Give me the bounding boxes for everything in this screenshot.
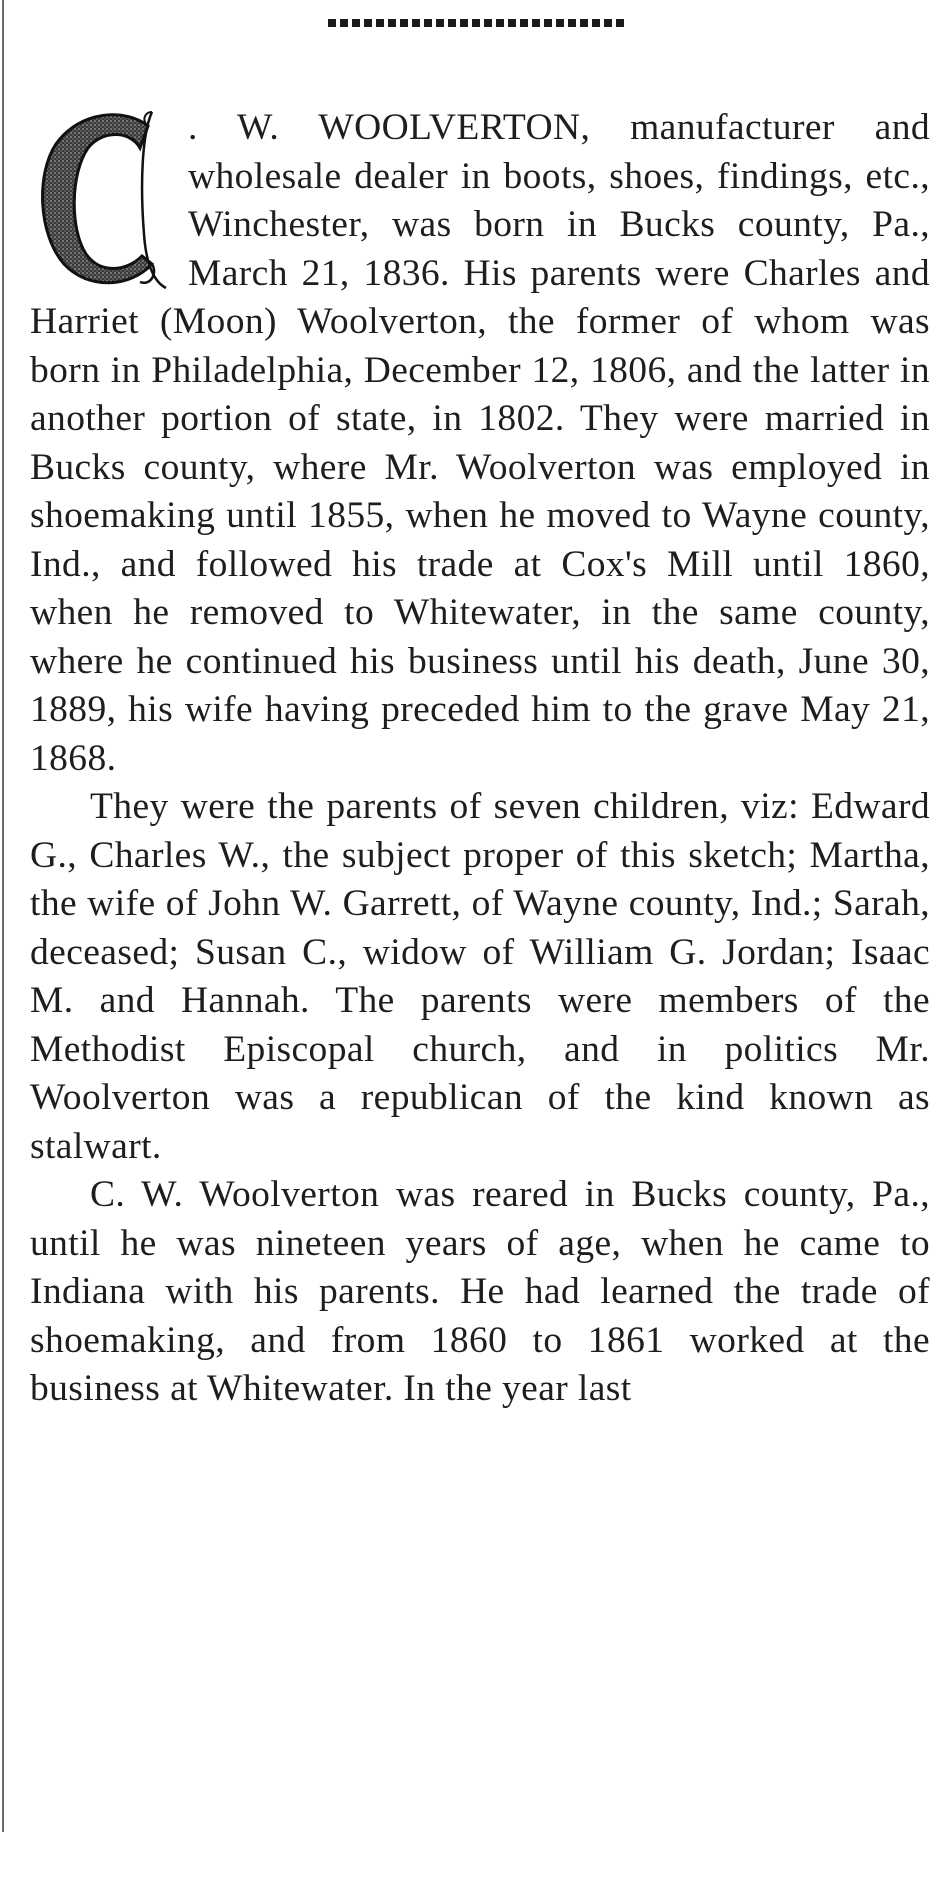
- page-edge-rule: [2, 0, 4, 1832]
- article-body: [30, 104, 930, 1414]
- paragraph-children: They were the parents of seven children, viz: Edward G., Charles W., the subject proper of this sketch; Martha, the wife of John W. Garrett, of Wayne county, Ind.; Sarah, deceased; Susan C., widow of William G. Jordan; Isaac M. and Hannah. The parents were members of the Methodist Episcopal church, and in politics Mr. Woolverton was a republican of the kind known as stalwart.: [30, 786, 930, 1167]
- lead-paragraph-text: . W. WOOLVERTON, manufacturer and wholesale dealer in boots, shoes, findings, etc., Winchester, was born in Bucks county, Pa., March 21, 1836. His parents were Charles and Harriet (Moon) Woolverton, the former of whom was born in Philadelphia, December 12, 1806, and the latter in another portion of state, in 1802. They were married in Bucks county, where Mr. Woolverton was employed in shoemaking until 1855, when he moved to Wayne county, Ind., and followed his trade at Cox's Mill until 1860, when he removed to Whitewater, in the same county, where he continued his business until his death, June 30, 1889, his wife having preceded him to the grave May 21, 1868.: [30, 107, 930, 779]
- drop-cap-glyph: [30, 104, 168, 294]
- ornamental-rule: [328, 19, 628, 27]
- drop-cap-ornament: [30, 104, 168, 294]
- lead-paragraph: [30, 104, 930, 783]
- paragraph-early-life: C. W. Woolverton was reared in Bucks county, Pa., until he was nineteen years of age, when he came to Indiana with his parents. He had learned the trade of shoemaking, and from 1860 to 1861 worked at the business at Whitewater. In the year last: [30, 1174, 930, 1409]
